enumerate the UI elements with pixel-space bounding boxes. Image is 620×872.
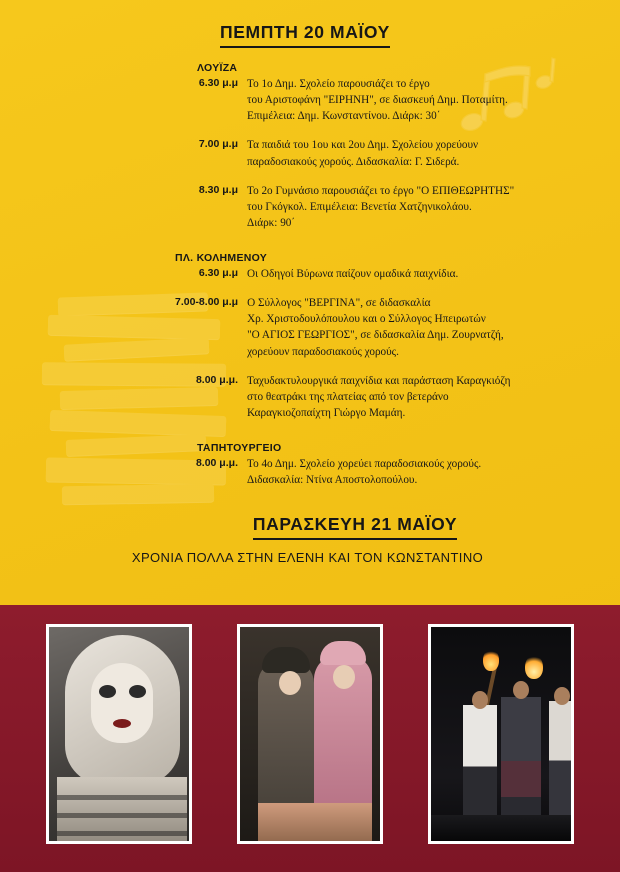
venue-block-tapitourgeio [175, 442, 580, 488]
entry-line: Το 1ο Δημ. Σχολείο παρουσιάζει το έργο [247, 78, 430, 90]
entry-description [247, 266, 580, 282]
entry-description [247, 137, 580, 169]
entry-line: στο θεατράκι της πλατείας από τον βετεράνο [247, 390, 449, 403]
venue-block-louiza [175, 62, 580, 231]
entry-line: Ταχυδακτυλουργικά παιχνίδια και παράσταση Καραγκιόζη [247, 374, 511, 387]
program-entry [175, 76, 580, 124]
program-entry [175, 137, 580, 169]
entry-description [247, 76, 580, 124]
entry-description [247, 373, 580, 421]
photo-night-torches [428, 624, 574, 844]
entry-description [247, 295, 580, 360]
photo-costumed-child [46, 624, 192, 844]
entry-line: του Αριστοφάνη "ΕΙΡΗΝΗ", σε διασκευή Δημ. Ποταμίτη. [247, 94, 508, 107]
photo-band [0, 605, 620, 872]
entry-description [247, 183, 580, 231]
thursday-heading: ΠΕΜΠΤΗ 20 ΜΑΪΟΥ [220, 22, 390, 48]
entry-time: 7.00-8.00 μ.μ [175, 296, 239, 309]
entry-time: 6.30 μ.μ [198, 267, 238, 279]
friday-heading: ΠΑΡΑΣΚΕΥΗ 21 ΜΑΪΟΥ [253, 514, 457, 540]
entry-line: Χρ. Χριστοδουλόπουλου και ο Σύλλογος Ηπειρωτών [247, 313, 486, 326]
venue-name: ΛΟΥΪΖΑ [197, 62, 238, 74]
entry-time: 8.30 μ.μ [198, 183, 238, 196]
friday-block [131, 514, 580, 566]
entry-time: 6.30 μ.μ [198, 77, 238, 89]
entry-line: παραδοσιακούς χορούς. Διδασκαλία: Γ. Σιδερά. [247, 155, 460, 168]
program-entry [175, 295, 580, 360]
program-entry [175, 373, 580, 421]
entry-time: 8.00 μ.μ. [195, 373, 238, 386]
friday-subtitle: ΧΡΟΝΙΑ ΠΟΛΛΑ ΣΤΗΝ ΕΛΕΝΗ ΚΑΙ ΤΟΝ ΚΩΝΣΤΑΝΤΙΝΟ [131, 550, 484, 566]
entry-line: Ο Σύλλογος "ΒΕΡΓΙΝΑ", σε διδασκαλία [247, 297, 431, 310]
entry-line: του Γκόγκολ. Επιμέλεια: Βενετία Χατζηνικολάου. [247, 200, 472, 213]
venue-block-plateia-kolimenou [175, 252, 580, 421]
entry-time: 8.00 μ.μ. [195, 457, 238, 469]
entry-time: 7.00 μ.μ [198, 138, 238, 151]
venue-name: ΤΑΠΗΤΟΥΡΓΕΙΟ [197, 442, 282, 454]
venue-name: ΠΛ. ΚΟΛΗΜΕΝΟΥ [175, 252, 268, 264]
entry-line: Τα παιδιά του 1ου και 2ου Δημ. Σχολείου χορεύουν [247, 139, 479, 152]
program-entry [175, 266, 580, 282]
entry-line: Καραγκιοζοπαίχτη Γιώργο Μαμάη. [247, 406, 406, 419]
entry-description [247, 456, 580, 488]
entry-line: "Ο ΑΓΙΟΣ ΓΕΩΡΓΙΟΣ", σε διδασκαλία Δημ. Ζουρνατζή, [247, 329, 504, 342]
photo-two-performers [237, 624, 383, 844]
entry-line: Διδασκαλία: Ντίνα Αποστολοπούλου. [247, 474, 418, 487]
entry-line: Επιμέλεια: Δημ. Κωνσταντίνου. Διάρκ: 30΄ [247, 110, 441, 123]
program-entry [175, 456, 580, 488]
entry-line: Οι Οδηγοί Βύρωνα παίζουν ομαδικά παιχνίδια. [247, 268, 459, 280]
entry-line: Το 2ο Γυμνάσιο παρουσιάζει το έργο "Ο ΕΠΙΘΕΩΡΗΤΗΣ" [247, 184, 515, 197]
entry-line: Διάρκ: 90΄ [247, 216, 296, 229]
entry-line: χορεύουν παραδοσιακούς χορούς. [247, 345, 399, 358]
entry-line: Το 4ο Δημ. Σχολείο χορεύει παραδοσιακούς χορούς. [247, 458, 482, 470]
program-entry [175, 183, 580, 231]
